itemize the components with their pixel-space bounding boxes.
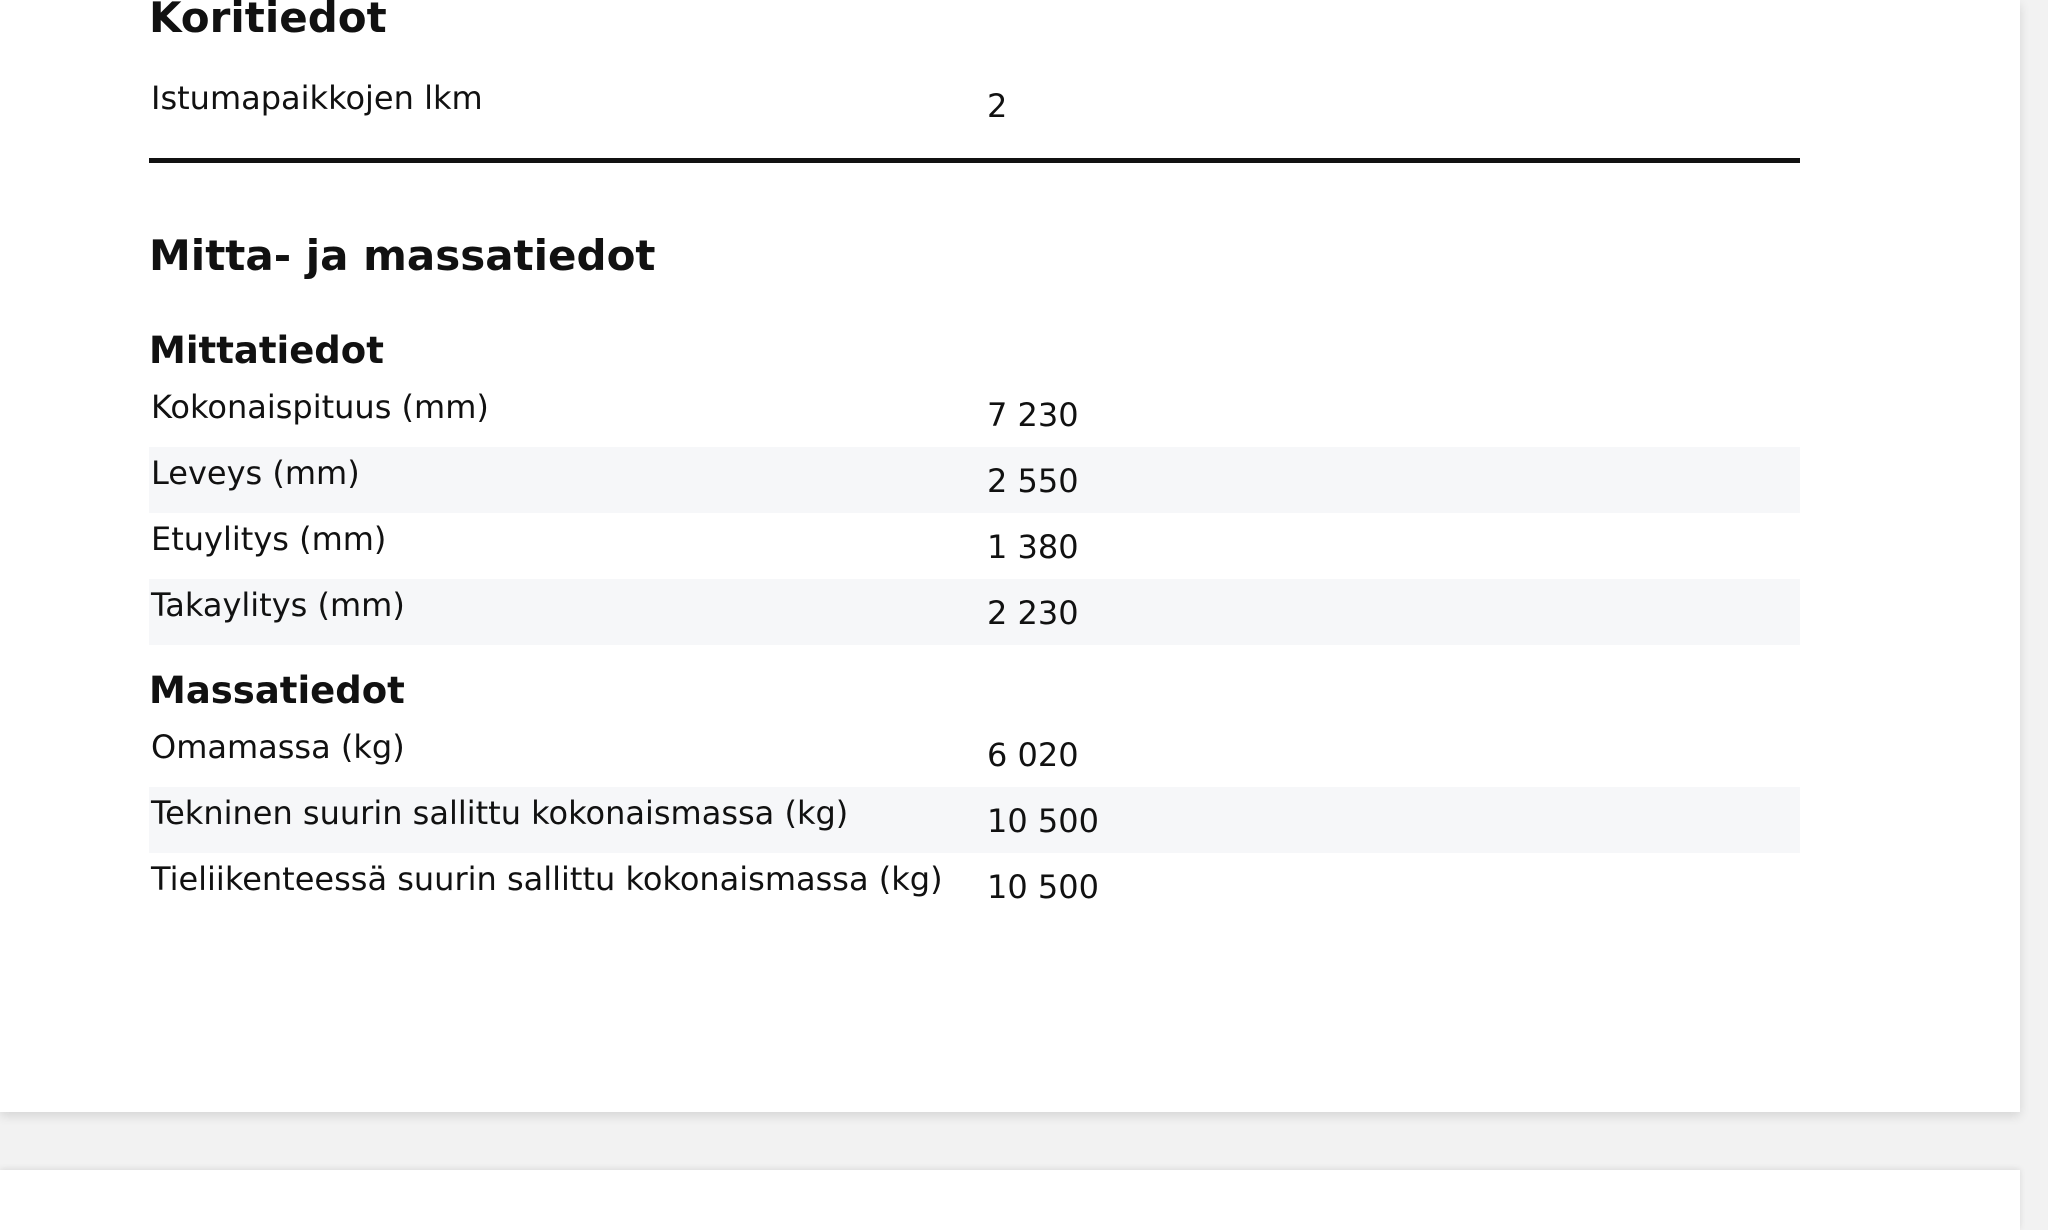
- row-value: 7 230: [987, 396, 1079, 434]
- row-value: 10 500: [987, 802, 1099, 840]
- row-label: Kokonaispituus (mm): [151, 388, 489, 426]
- row-value: 10 500: [987, 868, 1099, 906]
- table-row-length: [149, 381, 1800, 447]
- row-label: Istumapaikkojen lkm: [151, 79, 483, 117]
- table-row-technical-max-mass: [149, 787, 1800, 853]
- row-label: Tekninen suurin sallittu kokonaismassa (kg): [151, 794, 849, 832]
- row-label: Takaylitys (mm): [151, 586, 405, 624]
- next-card: [0, 1170, 2020, 1230]
- table-row-road-max-mass: [149, 853, 1800, 919]
- row-label: Etuylitys (mm): [151, 520, 387, 558]
- row-label: Omamassa (kg): [151, 728, 405, 766]
- table-row-front-overhang: [149, 513, 1800, 579]
- subsection-title-dimensions: Mittatiedot: [149, 329, 384, 372]
- table-row-width: [149, 447, 1800, 513]
- row-value: 2 550: [987, 462, 1079, 500]
- row-label: Leveys (mm): [151, 454, 360, 492]
- row-value: 1 380: [987, 528, 1079, 566]
- row-value: 2 230: [987, 594, 1079, 632]
- row-label: Tieliikenteessä suurin sallittu kokonaismassa (kg): [151, 860, 943, 898]
- row-value: 2: [987, 87, 1008, 125]
- section-title-dimensions-mass: Mitta- ja massatiedot: [149, 231, 656, 280]
- row-value: 6 020: [987, 736, 1079, 774]
- table-row-rear-overhang: [149, 579, 1800, 645]
- section-divider: [149, 158, 1800, 163]
- subsection-title-mass: Massatiedot: [149, 669, 405, 712]
- section-title-body: Koritiedot: [149, 0, 387, 42]
- table-row-seats: [149, 72, 1800, 138]
- table-row-curb-weight: [149, 721, 1800, 787]
